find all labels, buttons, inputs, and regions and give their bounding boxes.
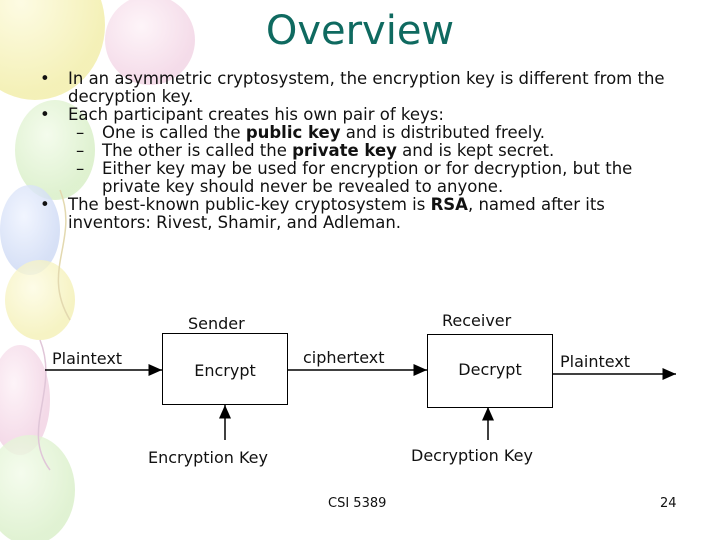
receiver-label: Receiver <box>442 311 512 330</box>
decryption-key-label: Decryption Key <box>411 446 533 465</box>
sender-label: Sender <box>188 314 245 333</box>
sub-bullet-text: Either key may be used for encryption or for decryption, but the private key should never be revealed to anyone. <box>102 159 633 196</box>
bullet-text: Each participant creates his own pair of keys: <box>68 105 444 124</box>
sub-bullet-bold: private key <box>292 141 397 160</box>
sub-bullet-bold: public key <box>245 123 341 142</box>
bullet-dot-icon: • <box>40 105 50 124</box>
ciphertext-label: ciphertext <box>303 348 385 367</box>
slide-title: Overview <box>265 8 455 54</box>
bullet-text-post: , named after its inventors: Rivest, Shamir, and Adleman. <box>68 195 605 232</box>
bullet-text-pre: The best-known public-key cryptosystem is <box>68 195 431 214</box>
encryption-key-label: Encryption Key <box>148 448 268 467</box>
dash-icon: – <box>76 123 85 142</box>
encrypt-label: Encrypt <box>194 361 256 380</box>
bullet-text: In an asymmetric cryptosystem, the encryption key is different from the decryption key. <box>68 69 665 106</box>
decrypt-box <box>427 334 553 408</box>
plaintext-output-label: Plaintext <box>560 352 631 371</box>
footer-course: CSI 5389 <box>328 496 387 511</box>
dash-icon: – <box>76 141 85 160</box>
sub-bullet-text-pre: The other is called the <box>102 141 293 160</box>
bullet-dot-icon: • <box>40 195 50 214</box>
sub-bullet-text-post: and is distributed freely. <box>340 123 545 142</box>
dash-icon: – <box>76 159 85 178</box>
decrypt-label: Decrypt <box>458 360 522 379</box>
sub-bullet-text-post: and is kept secret. <box>396 141 555 160</box>
encrypt-box <box>162 333 288 405</box>
plaintext-input-label: Plaintext <box>52 349 123 368</box>
bullet-dot-icon: • <box>40 69 50 88</box>
bullet-bold: RSA <box>430 195 468 214</box>
sub-bullet-text-pre: One is called the <box>102 123 246 142</box>
footer-page-number: 24 <box>660 496 677 511</box>
